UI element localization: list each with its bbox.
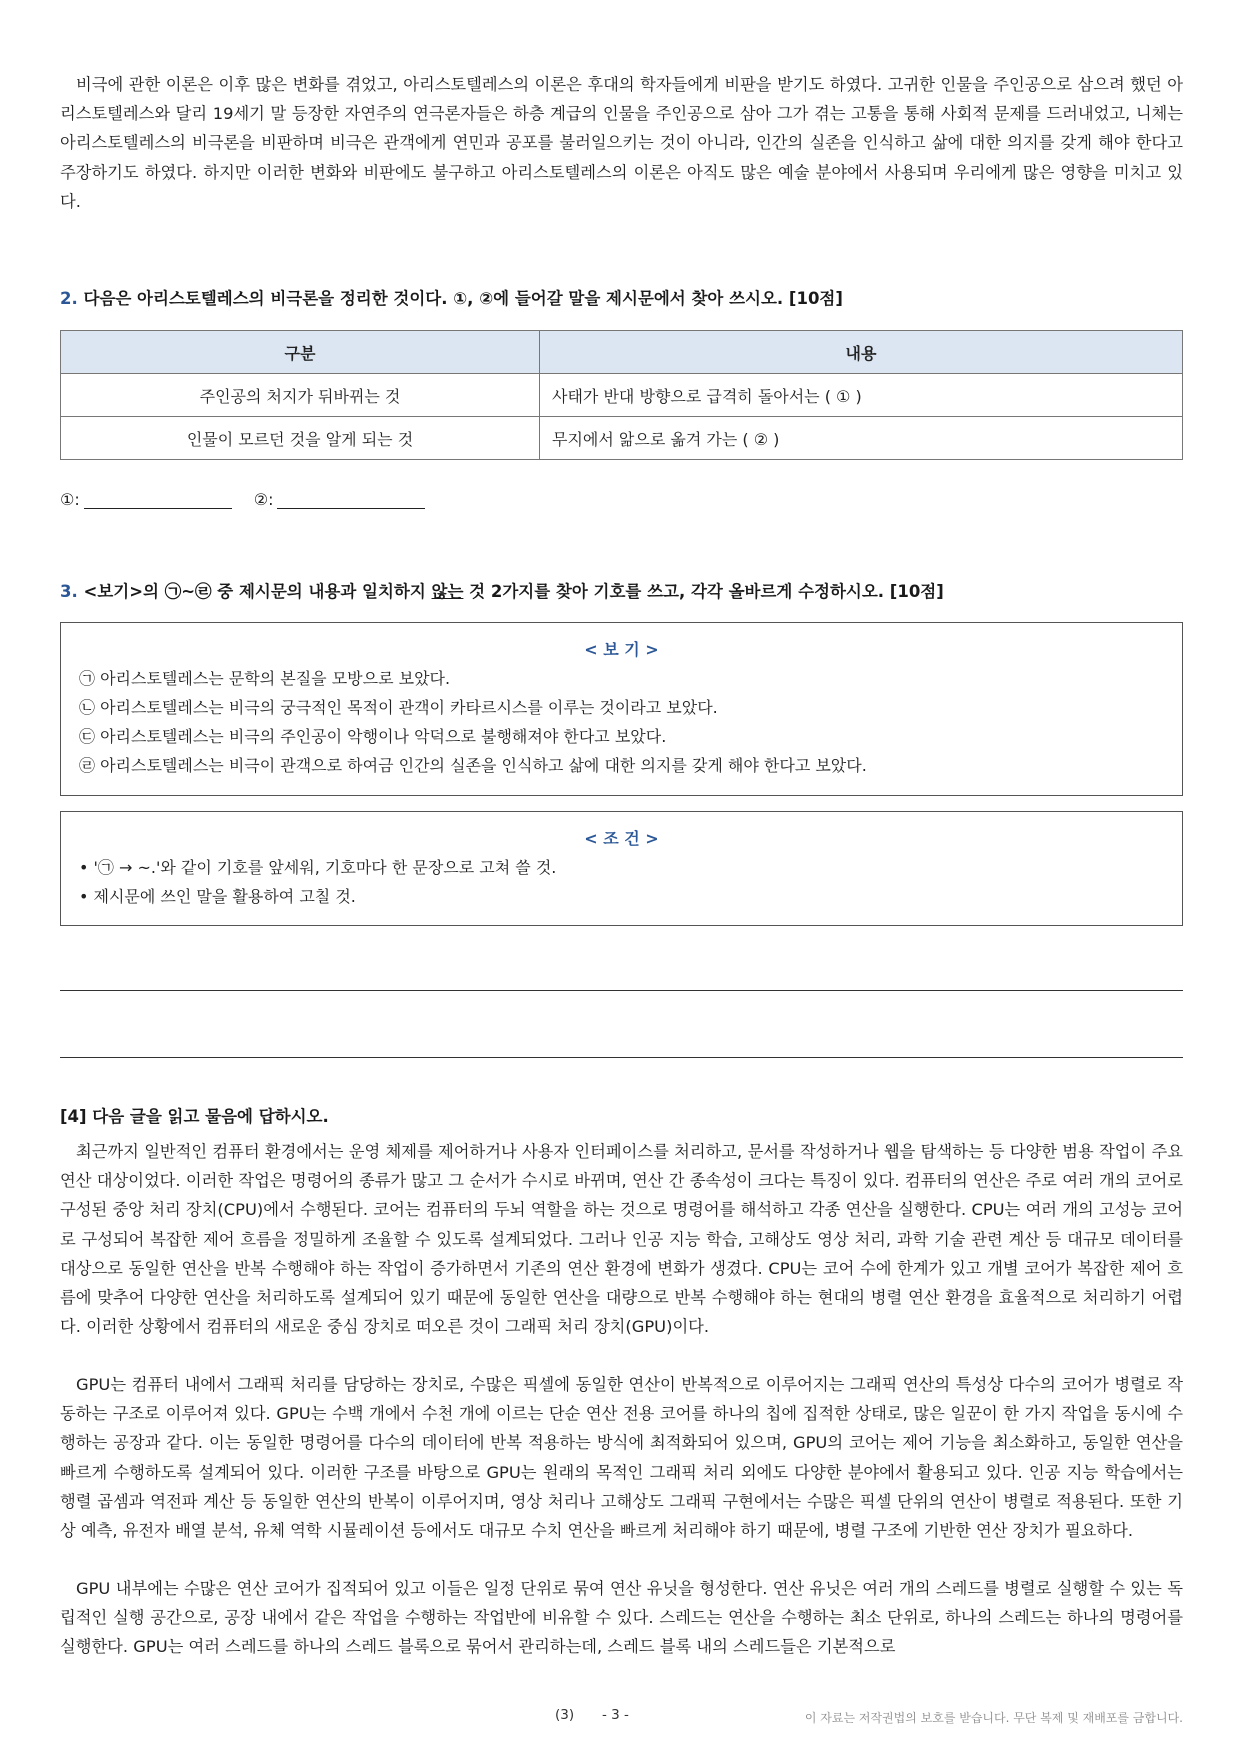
section-4-paragraph-2: GPU는 컴퓨터 내에서 그래픽 처리를 담당하는 장치로, 수많은 픽셀에 동일한 연산이 반복적으로 이루어지는 그래픽 연산의 특성상 다수의 코어가 병렬로 작동하는 구조로 이루어져 있다. GPU는 수백 개에서 수천 개에 이르는 단순 연산 전용 코어를 하나의 칩에 집적한 상태로, 많은 일꾼이 한 가지 작업을 동시에 수행하는 공장과 같다. 이는 동일한 명령어를 다수의 데이터에 반복 적용하는 방식에 최적화되어 있으며, GPU의 코어는 제어 기능을 최소화하고, 동일한 연산을 빠르게 수행하도록 설계되어 있다. 이러한 구조를 바탕으로 GPU는 원래의 목적인 그래픽 처리 외에도 다양한 분야에서 활용되고 있다. 인공 지능 학습에서는 행렬 곱셈과 역전파 계산 등 동일한 연산의 반복이 이루어지며, 영상 처리나 고해상도 그래픽 구현에서는 수많은 픽셀 단위의 연산이 병렬로 적용된다. 또한 기상 예측, 유전자 배열 분석, 유체 역학 시뮬레이션 등에서도 대규모 수치 연산을 빠르게 처리해야 하기 때문에, 병렬 구조에 기반한 연산 장치가 필요하다. <box>60 1375 1183 1541</box>
question-3-text-before: <보기>의 ㉠~㉣ 중 제시문의 내용과 일치하지 <box>83 582 432 601</box>
bogi-item: ㉢ 아리스토텔레스는 비극의 주인공이 악행이나 악덕으로 불행해져야 한다고 보았다. <box>79 727 667 746</box>
table-header-category: 구분 <box>61 331 540 374</box>
bogi-item: ㉣ 아리스토텔레스는 비극이 관객으로 하여금 인간의 실존을 인식하고 삶에 대한 의지를 갖게 해야 한다고 보았다. <box>79 756 867 775</box>
question-3-number: 3. <box>60 582 78 601</box>
table-cell: 주인공의 처지가 뒤바뀌는 것 <box>61 374 540 417</box>
table-cell: 무지에서 앎으로 옮겨 가는 ( ② ) <box>540 417 1183 460</box>
blank-1-answer-line[interactable] <box>84 494 232 509</box>
section-4-paragraph-1: 최근까지 일반적인 컴퓨터 환경에서는 운영 체제를 제어하거나 사용자 인터페이스를 처리하고, 문서를 작성하거나 웹을 탐색하는 등 다양한 범용 작업이 주요 연산 대상이었다. 이러한 작업은 명령어의 종류가 많고 그 순서가 수시로 바뀌며, 연산 간 종속성이 크다는 특징이 있다. 컴퓨터의 연산은 주로 여러 개의 코어로 구성된 중앙 처리 장치(CPU)에서 수행된다. 코어는 컴퓨터의 두뇌 역할을 하는 것으로 명령어를 해석하고 각종 연산을 실행한다. CPU는 여러 개의 고성능 코어로 구성되어 복잡한 제어 흐름을 정밀하게 조율할 수 있도록 설계되었다. 그러나 인공 지능 학습, 고해상도 영상 처리, 과학 기술 관련 계산 등 대규모 데이터를 대상으로 동일한 연산을 반복 수행해야 하는 작업이 증가하면서 기존의 연산 환경에 변화가 생겼다. CPU는 코어 수에 한계가 있고 개별 코어가 복잡한 제어 흐름에 맞추어 다양한 연산을 처리하도록 설계되어 있기 때문에 동일한 연산을 대량으로 반복 수행해야 하는 현대의 병렬 연산 환경을 효율적으로 처리하기 어렵다. 이러한 상황에서 컴퓨터의 새로운 중심 장치로 떠오른 것이 그래픽 처리 장치(GPU)이다. <box>60 1142 1183 1337</box>
question-3-underlined: 않는 <box>431 582 464 601</box>
blank-2-answer-line[interactable] <box>277 494 425 509</box>
condition-box <box>60 811 1183 926</box>
bogi-item: ㉠ 아리스토텔레스는 문학의 본질을 모방으로 보았다. <box>79 669 451 688</box>
table-cell: 사태가 반대 방향으로 급격히 돌아서는 ( ① ) <box>540 374 1183 417</box>
table-row <box>61 374 1183 417</box>
bogi-item: ㉡ 아리스토텔레스는 비극의 궁극적인 목적이 관객이 카타르시스를 이루는 것이라고 보았다. <box>79 698 718 717</box>
section-4-paragraph-3: GPU 내부에는 수많은 연산 코어가 집적되어 있고 이들은 일정 단위로 묶여 연산 유닛을 형성한다. 연산 유닛은 여러 개의 스레드를 병렬로 실행할 수 있는 독립적인 실행 공간으로, 공장 내에서 같은 작업을 수행하는 작업반에 비유할 수 있다. 스레드는 연산을 수행하는 최소 단위로, 하나의 스레드는 하나의 명령어를 실행한다. GPU는 여러 스레드를 하나의 스레드 블록으로 묶어서 관리하는데, 스레드 블록 내의 스레드들은 기본적으로 <box>60 1579 1183 1657</box>
condition-title: < 조 건 > <box>584 829 659 848</box>
footer-page-number-left: (3) <box>555 1707 575 1723</box>
question-2-number: 2. <box>60 289 78 308</box>
section-4-title: [4] 다음 글을 읽고 물음에 답하시오. <box>60 1107 329 1126</box>
table-cell: 인물이 모르던 것을 알게 되는 것 <box>61 417 540 460</box>
intro-paragraph: 비극에 관한 이론은 이후 많은 변화를 겪었고, 아리스토텔레스의 이론은 후대의 학자들에게 비판을 받기도 하였다. 고귀한 인물을 주인공으로 삼으려 했던 아리스토텔레스와 달리 19세기 말 등장한 자연주의 연극론자들은 하층 계급의 인물을 주인공으로 삼아 그가 겪는 고통을 통해 사회적 문제를 드러내었고, 니체는 아리스토텔레스의 비극론을 비판하며 비극은 관객에게 연민과 공포를 불러일으키는 것이 아니라, 인간의 실존을 인식하고 삶에 대한 의지를 갖게 해야 한다고 주장하기도 하였다. 하지만 이러한 변화와 비판에도 불구하고 아리스토텔레스의 이론은 아직도 많은 예술 분야에서 사용되며 우리에게 많은 영향을 미치고 있다. <box>60 75 1183 211</box>
answer-blanks <box>60 490 447 509</box>
question-2-title <box>60 285 843 309</box>
bogi-box <box>60 622 1183 796</box>
footer-copyright: 이 자료는 저작권법의 보호를 받습니다. 무단 복제 및 재배포를 금합니다. <box>804 1711 1183 1725</box>
blank-2-label: ②: <box>253 490 274 509</box>
condition-item: • '㉠ → ~.'와 같이 기호를 앞세워, 기호마다 한 문장으로 고쳐 쓸 것. <box>79 858 557 877</box>
table-row <box>61 417 1183 460</box>
blank-1-label: ①: <box>60 490 80 509</box>
footer-page-number-center: - 3 - <box>602 1707 629 1723</box>
tragedy-summary-table <box>60 330 1183 460</box>
table-header-content: 내용 <box>540 331 1183 374</box>
question-3-title <box>60 578 944 602</box>
question-3-text-after: 것 2가지를 찾아 기호를 쓰고, 각각 올바르게 수정하시오. [10점] <box>463 582 944 601</box>
bogi-title: < 보 기 > <box>584 640 659 659</box>
question-2-text: 다음은 아리스토텔레스의 비극론을 정리한 것이다. ①, ②에 들어갈 말을 제시문에서 찾아 쓰시오. [10점] <box>83 289 843 308</box>
answer-line-2[interactable] <box>60 1057 1183 1058</box>
condition-item: • 제시문에 쓰인 말을 활용하여 고칠 것. <box>79 887 356 906</box>
answer-line-1[interactable] <box>60 990 1183 991</box>
